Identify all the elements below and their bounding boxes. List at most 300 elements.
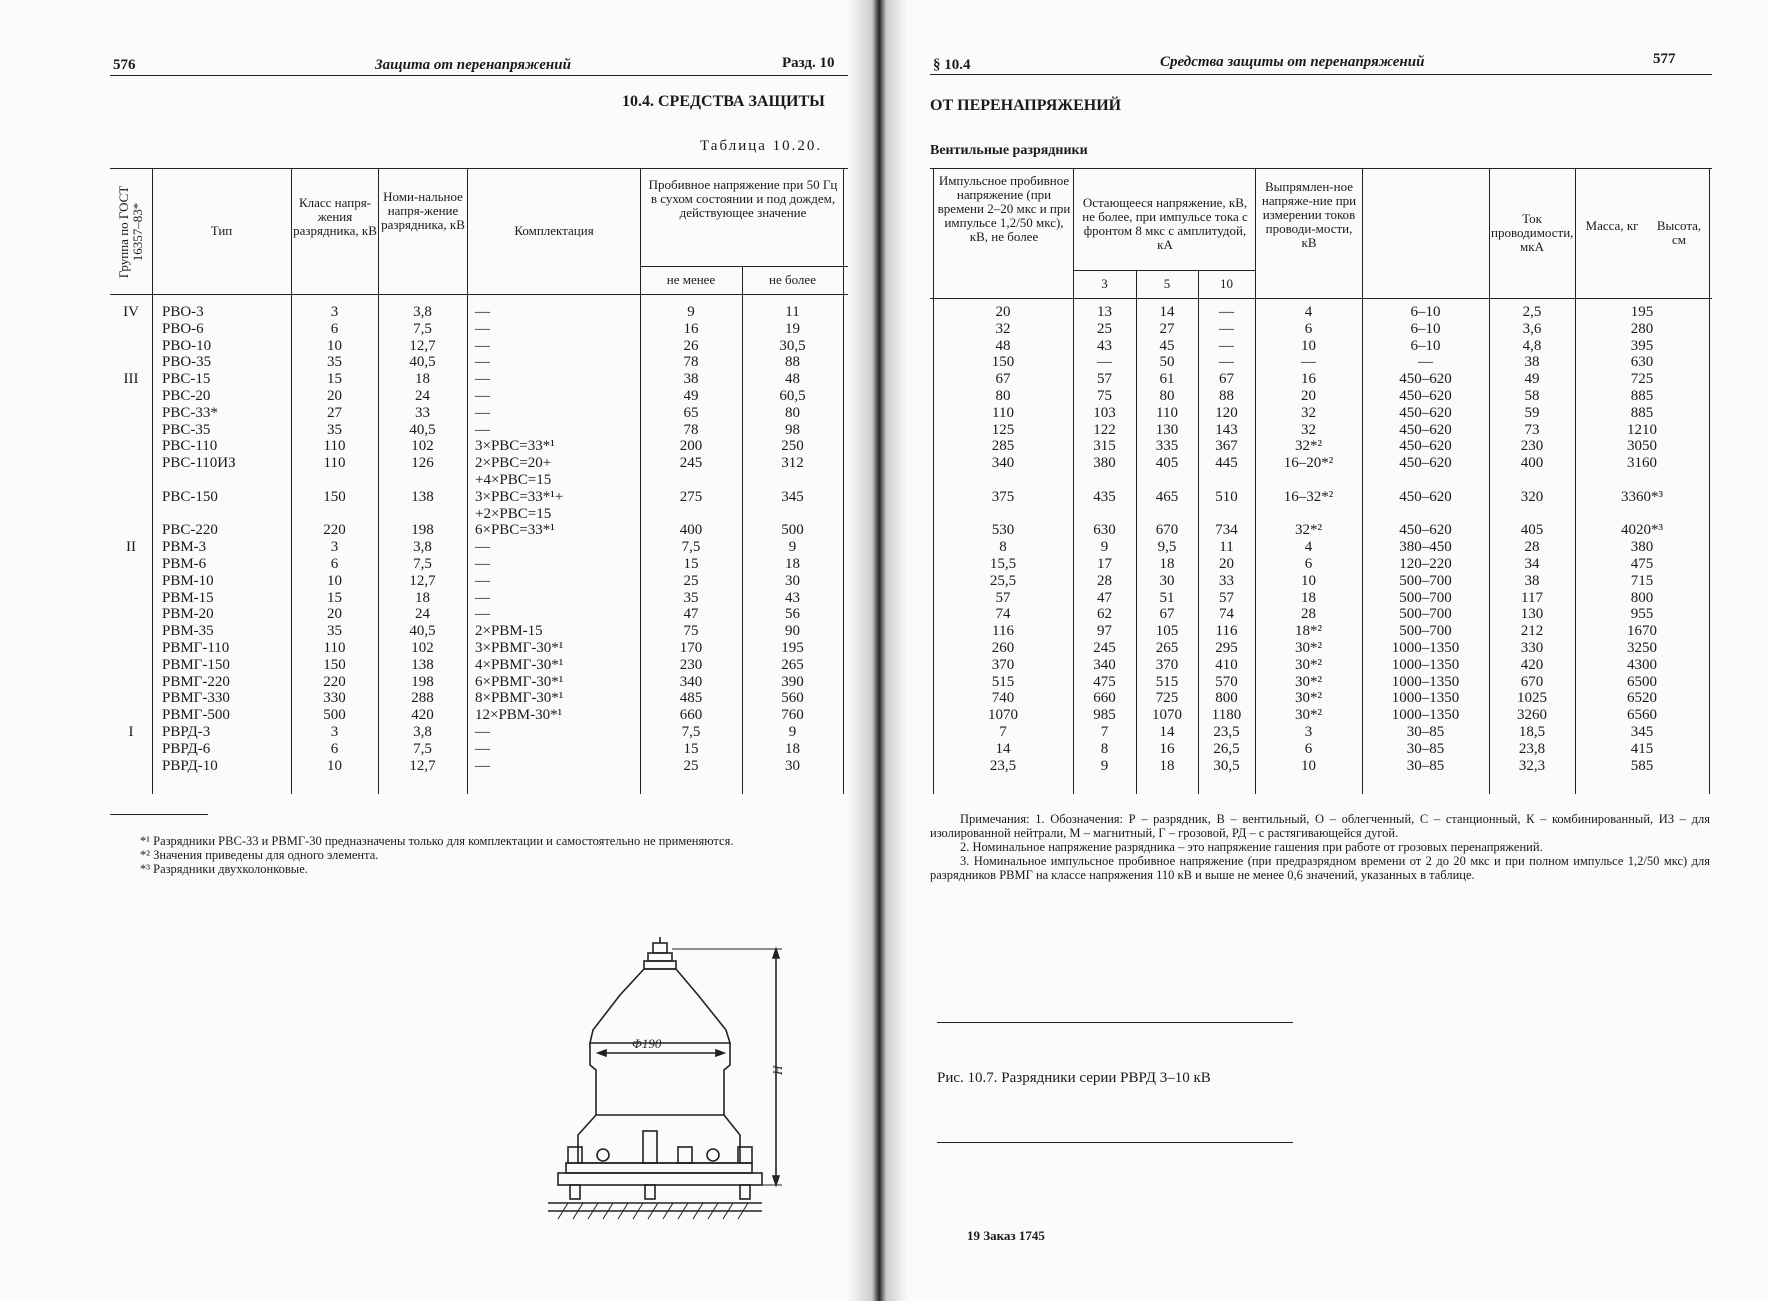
table-cell: — [1219,337,1234,354]
table-cell [1136,472,1198,489]
table-cell: РВС-20 [162,387,211,404]
table-cell [1255,472,1362,489]
table-cell: 4 [1304,539,1313,556]
table-cell: РВМГ-110 [162,639,230,656]
table-cell: 220 [323,522,346,539]
table-cell: 4×РВМГ-30*¹ [475,656,564,673]
table-cell: 80 [995,387,1011,404]
table-cell: 14 [995,740,1011,757]
table-cell: 725 [1155,690,1179,707]
table-cell: 3 [330,723,339,740]
table-cell: 18 [415,371,430,388]
table-cell [110,438,152,455]
footnote-1: *¹ Разрядники РВС-33 и РВМГ-30 предназначены только для комплектации и самостоятельно не применяются. [140,834,734,848]
table-cell: 570 [1215,673,1238,690]
table-cell: 312 [781,455,804,472]
table-cell [110,556,152,573]
table-cell: 18,5 [1518,723,1546,740]
table-cell: 10 [1301,757,1316,774]
table-cell: 275 [679,488,703,505]
table-cell: 485 [679,690,703,707]
table-cell: 420 [411,707,434,724]
table-cell: 28 [1097,572,1112,589]
header-max: не более [769,272,816,287]
header-breakdown: Пробивное напряжение при 50 Гц в сухом состоянии и под дождем, действующее значение [648,177,838,220]
header-r5: 5 [1163,276,1171,291]
table-cell: 30,5 [779,337,806,354]
table-cell: 3,8 [413,304,432,320]
table-cell: 130 [1155,421,1179,438]
table-cell: 330 [323,690,346,707]
table-cell: 78 [683,421,699,438]
table-cell: 630 [1630,354,1654,371]
table-cell: 7 [1100,723,1109,740]
table-cell: 35 [327,421,342,438]
table-cell: 288 [411,690,434,707]
table-cell: — [475,757,490,774]
table-cell: — [1219,304,1234,320]
table-cell: 32 [1301,421,1316,438]
footnote-rule [110,814,208,815]
table-cell: 27 [1159,320,1175,337]
table-cell: 58 [1524,387,1540,404]
table-cell: 73 [1524,421,1540,438]
note-3: 3. Номинальное импульсное пробивное напряжение (при предразрядном времени от 2 до 20 мкс и при полном импульсе 1,2/50 мкс) для разрядников РВМГ на классе напряжения 110 кВ и выше не менее 0,6 значений, указанных в таблице. [930,854,1710,882]
header-mass: Масса, кг [1585,218,1639,233]
column-r10 [1198,304,1255,774]
table-cell: 515 [1155,673,1179,690]
table-cell: 30–85 [1406,723,1445,740]
table-cell: 15 [683,740,699,757]
table-cell: — [475,555,490,572]
table-cell: 2×РВС=20+ [475,455,552,472]
table-cell [110,690,152,707]
table-cell: 15 [327,589,342,606]
table-cell: 12,7 [409,572,436,589]
table-cell [742,472,843,489]
table-cell: — [475,539,490,556]
col-sep [1709,168,1710,794]
table-top-rule [110,168,848,169]
table-cell: 9 [1100,539,1109,556]
table-cell: 740 [991,690,1015,707]
table-cell [933,472,1073,489]
table-cell: — [475,606,490,623]
table-cell: 26,5 [1213,740,1240,757]
table-cell: 500–700 [1399,589,1452,606]
table-cell: 75 [683,623,699,640]
table-cell: 3,6 [1522,320,1542,337]
table-cell [378,472,467,489]
table-cell: 8×РВМГ-30*¹ [475,690,564,707]
table-cell: 885 [1630,404,1654,421]
table-cell: 16 [683,320,699,337]
table-cell: 35 [327,623,342,640]
header-impulse: Импульсное пробивное напряжение (при времени 2–20 мкс и при импульсе 1,2/50 мкс), кВ, не более [937,173,1071,244]
table-cell: 98 [785,421,800,438]
table-cell [110,455,152,472]
note-1: Примечания: 1. Обозначения: Р – разрядник, В – вентильный, О – облегченный, С – станционный, К – комбинированный, ИЗ – для изолированной нейтрали, М – магнитный, Г – грозовой, РД – с растягивающейся дугой. [930,812,1710,840]
left-section-ref: Разд. 10 [782,55,835,71]
table-cell: 3250 [1627,639,1657,656]
table-cell: 200 [679,438,703,455]
table-cell: 13 [1097,304,1112,320]
col-sep [467,168,468,794]
table-cell: — [1219,354,1234,371]
height-dim-label: H [770,1065,785,1075]
table-cell: 11 [785,304,800,320]
table-cell [110,422,152,439]
table-cell: 630 [1093,522,1116,539]
right-page-number: 577 [1653,51,1676,67]
header-rule [110,75,848,76]
table-cell [110,640,152,657]
table-cell: — [475,320,490,337]
table-cell: 30*² [1295,673,1322,690]
table-cell: 50 [1159,354,1175,371]
table-cell: 2,5 [1522,304,1542,320]
table-cell: 1670 [1627,623,1657,640]
table-cell [110,657,152,674]
table-cell: 110 [323,455,346,472]
table-cell: РВРД-10 [162,757,218,774]
table-cell [1575,472,1709,489]
table-cell: 26 [683,337,699,354]
header-kit: Комплектация [514,223,594,238]
table-cell: — [475,723,490,740]
table-cell: 20 [1219,555,1234,572]
table-cell [162,506,290,523]
table-cell: 4300 [1627,656,1657,673]
table-cell: 97 [1097,623,1112,640]
table-cell: 955 [1630,606,1654,623]
table-cell: 18 [415,589,430,606]
column-r5 [1136,304,1198,774]
table-cell: 370 [1155,656,1179,673]
table-cell: 380 [1630,539,1654,556]
table-cell: 560 [781,690,804,707]
table-cell: 24 [415,387,430,404]
table-cell: 3050 [1627,438,1657,455]
table-cell: 75 [1097,387,1112,404]
table-cell [110,623,152,640]
table-cell: 6×РВС=33*¹ [475,522,555,539]
table-cell: 734 [1215,522,1238,539]
table-cell: 6–10 [1410,320,1441,337]
table-cell: 405 [1520,522,1544,539]
table-cell: 515 [991,673,1015,690]
table-cell: 3,8 [413,723,432,740]
table-cell: 23,5 [989,757,1017,774]
table-cell: 14 [1159,304,1175,320]
table-cell: 18*² [1295,623,1322,640]
table-cell: 57 [1219,589,1234,606]
table-cell: 510 [1215,488,1238,505]
table-cell: 370 [991,656,1015,673]
table-cell: 30 [785,757,800,774]
table-cell: 30 [785,572,800,589]
table-cell: 20 [995,304,1011,320]
table-cell: III [123,371,139,388]
note-2: 2. Номинальное напряжение разрядника – это напряжение гашения при работе от грозовых перенапряжений. [960,840,1543,854]
table-cell [110,707,152,724]
table-cell: 12,7 [409,337,436,354]
table-cell: 30,5 [1213,757,1240,774]
table-cell: 10 [327,757,342,774]
table-cell [110,338,152,355]
table-cell: 150 [323,656,346,673]
table-cell: 30–85 [1406,740,1445,757]
column-type [162,304,290,774]
table-cell [640,506,742,523]
right-page [885,0,1769,1301]
table-cell: 33 [415,404,430,421]
table-cell: РВМГ-500 [162,707,230,724]
table-cell: 345 [1630,723,1654,740]
table-cell: 450–620 [1399,522,1452,539]
table-cell: 24 [415,606,430,623]
table-cell: 65 [683,404,699,421]
table-cell: +4×РВС=15 [475,471,552,488]
table-cell: — [475,572,490,589]
caption-rule-top [937,1022,1293,1023]
table-cell: 23,5 [1213,723,1240,740]
table-cell: 20 [327,606,342,623]
table-cell: 16–20*² [1283,455,1334,472]
table-cell: — [475,304,490,320]
table-cell: 3,8 [413,539,432,556]
table-cell: 6 [330,320,339,337]
table-cell: 15 [327,371,342,388]
table-cell: 126 [411,455,434,472]
table-cell: 330 [1520,639,1544,656]
table-cell [110,489,152,506]
table-cell: 885 [1630,387,1654,404]
table-cell [291,472,378,489]
table-cell: 800 [1215,690,1238,707]
diameter-dim-label: Φ190 [632,1036,662,1051]
table-cell: 80 [785,404,800,421]
table-cell: 10 [1301,572,1316,589]
table-label: Таблица 10.20. [700,138,823,154]
table-cell: РВРД-6 [162,740,211,757]
table-cell: — [475,740,490,757]
table-cell: 117 [1521,589,1543,606]
table-cell: 7,5 [681,539,701,556]
table-cell: 265 [1155,639,1179,656]
table-cell: 670 [1520,673,1544,690]
column-height [1575,304,1709,774]
table-cell: 475 [1093,673,1116,690]
table-cell: 9 [1100,757,1109,774]
table-cell [1198,506,1255,523]
table-cell: 88 [1219,387,1234,404]
table-cell: 375 [991,488,1015,505]
table-cell: 16–32*² [1283,488,1334,505]
table-cell: 62 [1097,606,1112,623]
table-cell: 500–700 [1399,606,1452,623]
table-cell: 530 [991,522,1015,539]
table-cell: 49 [683,387,699,404]
table-cell: РВМ-3 [162,539,207,556]
table-cell: 6520 [1627,690,1657,707]
table-cell: 335 [1155,438,1179,455]
table-cell: 7,5 [413,320,432,337]
section-title-cont: ОТ ПЕРЕНАПРЯЖЕНИЙ [930,97,1122,114]
table-cell [110,472,152,489]
table-cell: 30*² [1295,656,1322,673]
table-cell: 340 [991,455,1015,472]
table-cell: 15 [683,555,699,572]
table-cell: РВС-15 [162,371,211,388]
table-cell: 6 [1304,740,1313,757]
table-cell: 295 [1215,639,1238,656]
table-cell: — [1097,354,1112,371]
table-cell: 138 [411,656,434,673]
table-cell: 33 [1219,572,1234,589]
table-cell: РВС-220 [162,522,218,539]
table-cell: 16 [1159,740,1175,757]
table-cell [110,522,152,539]
header-group [110,170,152,294]
table-cell: 340 [679,673,703,690]
column-nominal [378,304,467,774]
table-cell: 6–10 [1410,337,1441,354]
table-cell: 500 [323,707,346,724]
table-cell: 245 [679,455,703,472]
subsection-title: Вентильные разрядники [930,143,1088,158]
table-cell [162,472,290,489]
table-cell: 6 [330,555,339,572]
table-cell: 12,7 [409,757,436,774]
table-cell: 450–620 [1399,455,1452,472]
table-cell: 195 [781,639,804,656]
table-cell: 2×РВМ-15 [475,623,543,640]
table-cell [110,741,152,758]
table-cell: 20 [327,387,342,404]
table-cell: РВС-33* [162,404,218,421]
column-rectified [1255,304,1362,774]
table-cell: 585 [1630,757,1654,774]
table-cell: 43 [785,589,800,606]
table-cell: 10 [327,337,342,354]
table-cell: 51 [1159,589,1175,606]
table-cell: 10 [327,572,342,589]
table-cell: — [475,337,490,354]
table-cell [378,506,467,523]
table-cell: 320 [1520,488,1544,505]
table-cell: 3×РВМГ-30*¹ [475,639,564,656]
table-cell: 143 [1215,421,1238,438]
column-max [742,304,843,774]
table-cell: 9 [788,723,797,740]
table-cell: РВМ-15 [162,589,214,606]
table-cell [1073,472,1136,489]
table-cell: 4 [1304,304,1313,320]
footnote-3: *³ Разрядники двухколонковые. [140,862,308,876]
table-cell: 367 [1215,438,1238,455]
table-cell: 102 [411,438,434,455]
table-cell: 17 [1097,555,1112,572]
table-cell: 500–700 [1399,572,1452,589]
table-cell: — [475,589,490,606]
table-cell: 450–620 [1399,421,1452,438]
table-cell: 57 [1097,371,1112,388]
table-cell: 725 [1630,371,1654,388]
table-cell: 6×РВМГ-30*¹ [475,673,564,690]
header-min: не менее [666,272,716,287]
table-cell: 90 [785,623,800,640]
table-cell: — [475,404,490,421]
table-cell: 1000–1350 [1391,639,1460,656]
table-notes [930,812,1710,882]
table-cell: 4020*³ [1621,522,1663,539]
table-cell: 43 [1097,337,1112,354]
header-type: Тип [210,223,233,238]
header-residual: Остающееся напряжение, кВ, не более, при импульсе тока с фронтом 8 мкс с амплитудой, кА [1082,195,1248,252]
table-cell: 32 [995,320,1011,337]
table-cell: 500–700 [1399,623,1452,640]
right-running-title: Средства защиты от перенапряжений [1160,54,1425,70]
left-page-number: 576 [113,57,136,73]
table-cell: 660 [679,707,703,724]
table-cell: 103 [1093,404,1116,421]
table-cell: 405 [1155,455,1179,472]
table-cell: 20 [1301,387,1316,404]
table-cell: 380 [1093,455,1116,472]
table-cell: 4,8 [1522,337,1542,354]
table-cell: 61 [1159,371,1175,388]
table-cell: 25,5 [989,572,1017,589]
table-cell: 400 [1520,455,1544,472]
column-group [110,304,152,774]
header-current: Ток проводимости, мкА [1491,211,1574,254]
table-cell: 18 [1301,589,1316,606]
table-header-rule [110,294,848,295]
table-cell: 120–220 [1399,555,1452,572]
table-cell: 30 [1159,572,1175,589]
right-section-ref: § 10.4 [933,57,971,73]
table-cell: — [475,421,490,438]
table-cell: 500 [781,522,804,539]
table-cell [1073,506,1136,523]
table-cell: 138 [411,488,434,505]
table-cell: 32 [1301,404,1316,421]
table-cell [110,321,152,338]
table-cell: 38 [1524,354,1540,371]
table-cell: 30*² [1295,690,1322,707]
table-cell: 110 [1156,404,1178,421]
col-sep [152,168,153,794]
table-cell: 57 [995,589,1011,606]
table-cell: 32,3 [1518,757,1546,774]
table-cell: 1180 [1211,707,1242,724]
table-cell: 395 [1630,337,1654,354]
table-cell: 230 [1520,438,1544,455]
column-r3 [1073,304,1136,774]
table-cell: 800 [1630,589,1654,606]
table-cell: 3260 [1517,707,1547,724]
table-cell: 15,5 [989,555,1017,572]
table-cell: 1025 [1517,690,1547,707]
caption-rule-bottom [937,1142,1293,1143]
table-cell: 6500 [1627,673,1657,690]
table-cell [742,506,843,523]
header-r10: 10 [1220,276,1233,291]
footnote-2: *² Значения приведены для одного элемента. [140,848,379,862]
table-cell: 260 [991,639,1015,656]
table-cell: 18 [1159,757,1175,774]
